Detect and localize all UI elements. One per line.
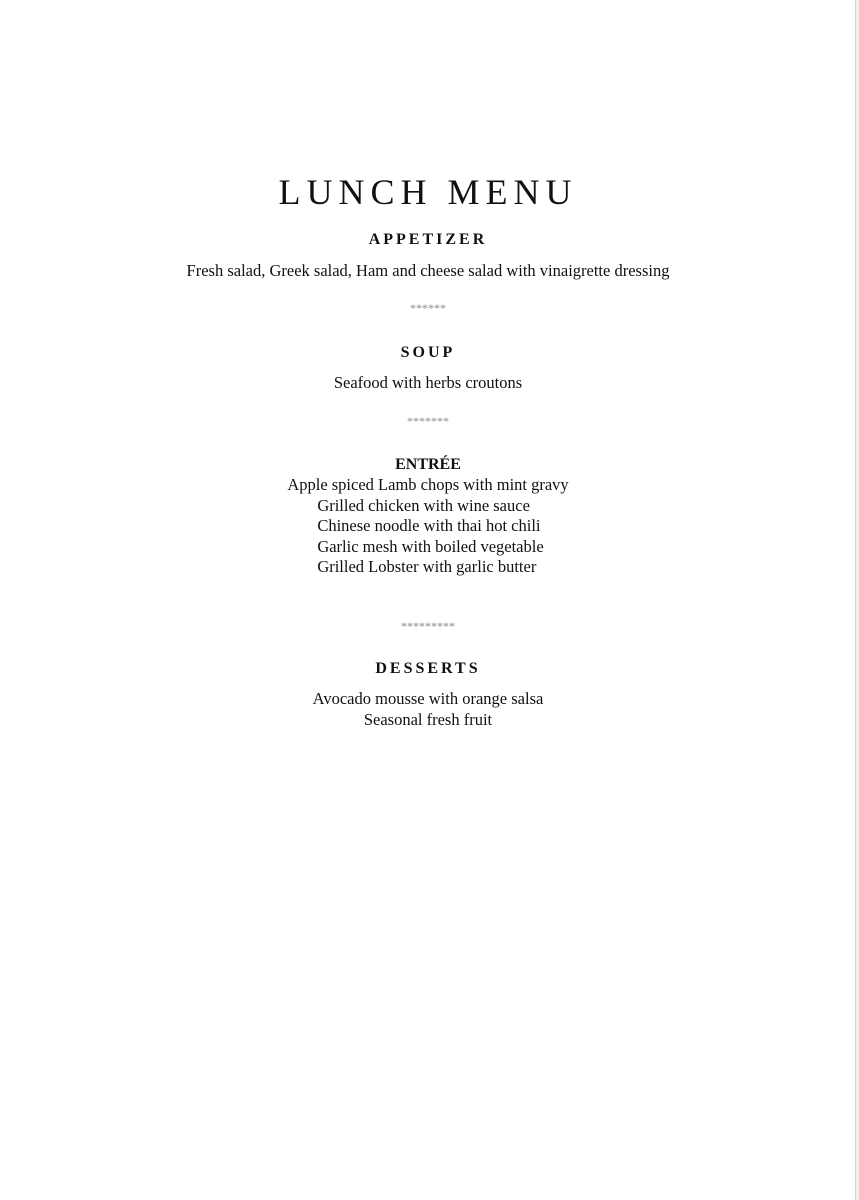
dessert-item: Avocado mousse with orange salsa bbox=[312, 689, 544, 708]
entree-separator: ********* bbox=[401, 619, 455, 633]
menu-title: LUNCH MENU bbox=[278, 172, 578, 212]
entree-item: Grilled chicken with wine sauce bbox=[317, 495, 530, 515]
soup-heading: SOUP bbox=[400, 344, 456, 361]
soup-separator: ******* bbox=[407, 414, 449, 428]
entree-list bbox=[0, 475, 856, 578]
appetizer-heading: APPETIZER bbox=[368, 231, 488, 248]
appetizer-separator: ****** bbox=[410, 301, 446, 315]
entree-item: Grilled Lobster with garlic butter bbox=[317, 557, 537, 577]
appetizer-text: Fresh salad, Greek salad, Ham and cheese salad with vinaigrette dressing bbox=[186, 261, 670, 280]
entree-heading: ENTRÉE bbox=[395, 456, 461, 473]
desserts-heading: DESSERTS bbox=[375, 660, 481, 677]
entree-item: Garlic mesh with boiled vegetable bbox=[317, 536, 544, 556]
entree-item: Apple spiced Lamb chops with mint gravy bbox=[287, 475, 569, 494]
soup-text: Seafood with herbs croutons bbox=[333, 373, 523, 392]
dessert-item: Seasonal fresh fruit bbox=[363, 710, 493, 729]
entree-item: Chinese noodle with thai hot chili bbox=[317, 516, 541, 536]
